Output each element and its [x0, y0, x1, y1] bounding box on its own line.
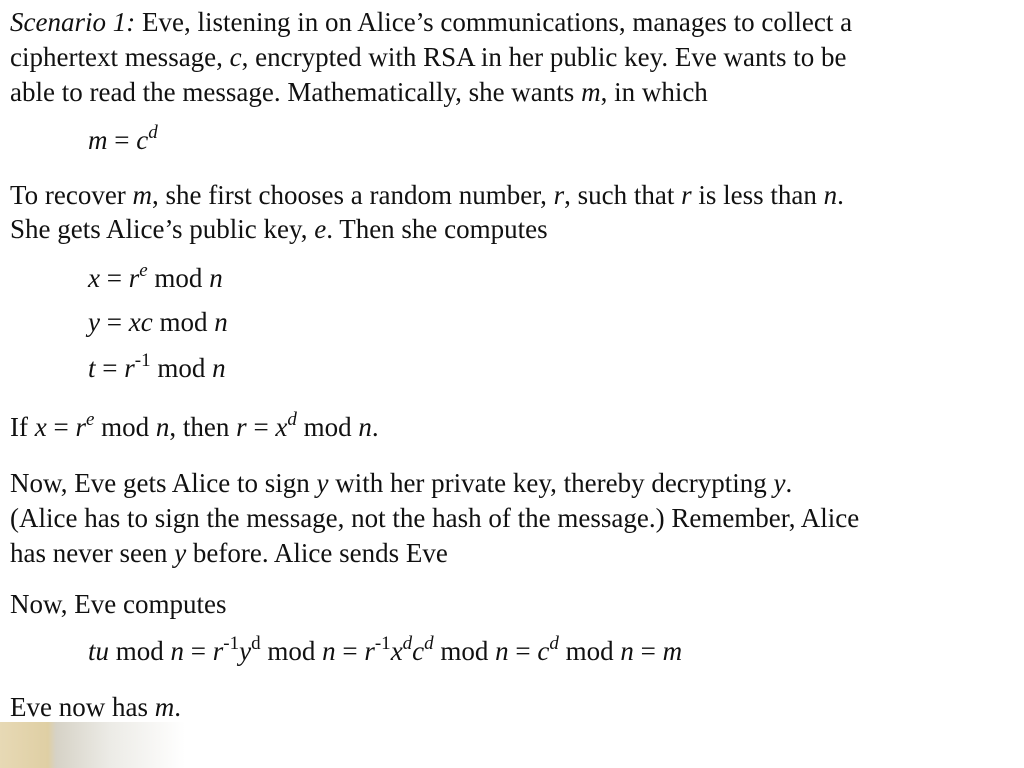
computes-line: Now, Eve computes: [10, 589, 227, 619]
equation-y: y = xc mod n: [88, 307, 228, 337]
eve-has-m-line: Eve now has m.: [10, 692, 181, 722]
recover-line-2: She gets Alice’s public key, e. Then she computes: [10, 214, 548, 244]
recover-line-1: To recover m, she first chooses a random number, r, such that r is less than n.: [10, 180, 844, 210]
equation-m-equals-c-d: $m = c^d$: [88, 122, 158, 155]
equation-t: $t = r^{-1}$ mod n: [88, 350, 226, 383]
sign-line-3: has never seen y before. Alice sends Eve: [10, 538, 448, 568]
equation-x: $x = r^e$ mod n: [88, 260, 223, 293]
equation-final: tu mod $n = r^{-1}y^d$ mod $n = r^{-1}x^dc^d$ mod $n = c^d$ mod n = m: [88, 633, 683, 666]
scenario-line-1: Scenario 1: Eve, listening in on Alice’s communications, manages to collect a: [10, 7, 853, 37]
scenario-line-3: able to read the message. Mathematically, she wants m, in which: [10, 77, 708, 107]
corner-texture-decoration: [0, 722, 190, 768]
sign-line-1: Now, Eve gets Alice to sign y with her private key, thereby decrypting y.: [10, 468, 793, 498]
scenario-label: Scenario 1:: [10, 7, 136, 37]
sign-line-2: (Alice has to sign the message, not the hash of the message.) Remember, Alice: [10, 503, 860, 533]
scenario-line-2: ciphertext message, c, encrypted with RSA in her public key. Eve wants to be: [10, 42, 847, 72]
if-then-line: If $x = r^e$ mod n, then $r = x^d$ mod n.: [10, 409, 379, 442]
